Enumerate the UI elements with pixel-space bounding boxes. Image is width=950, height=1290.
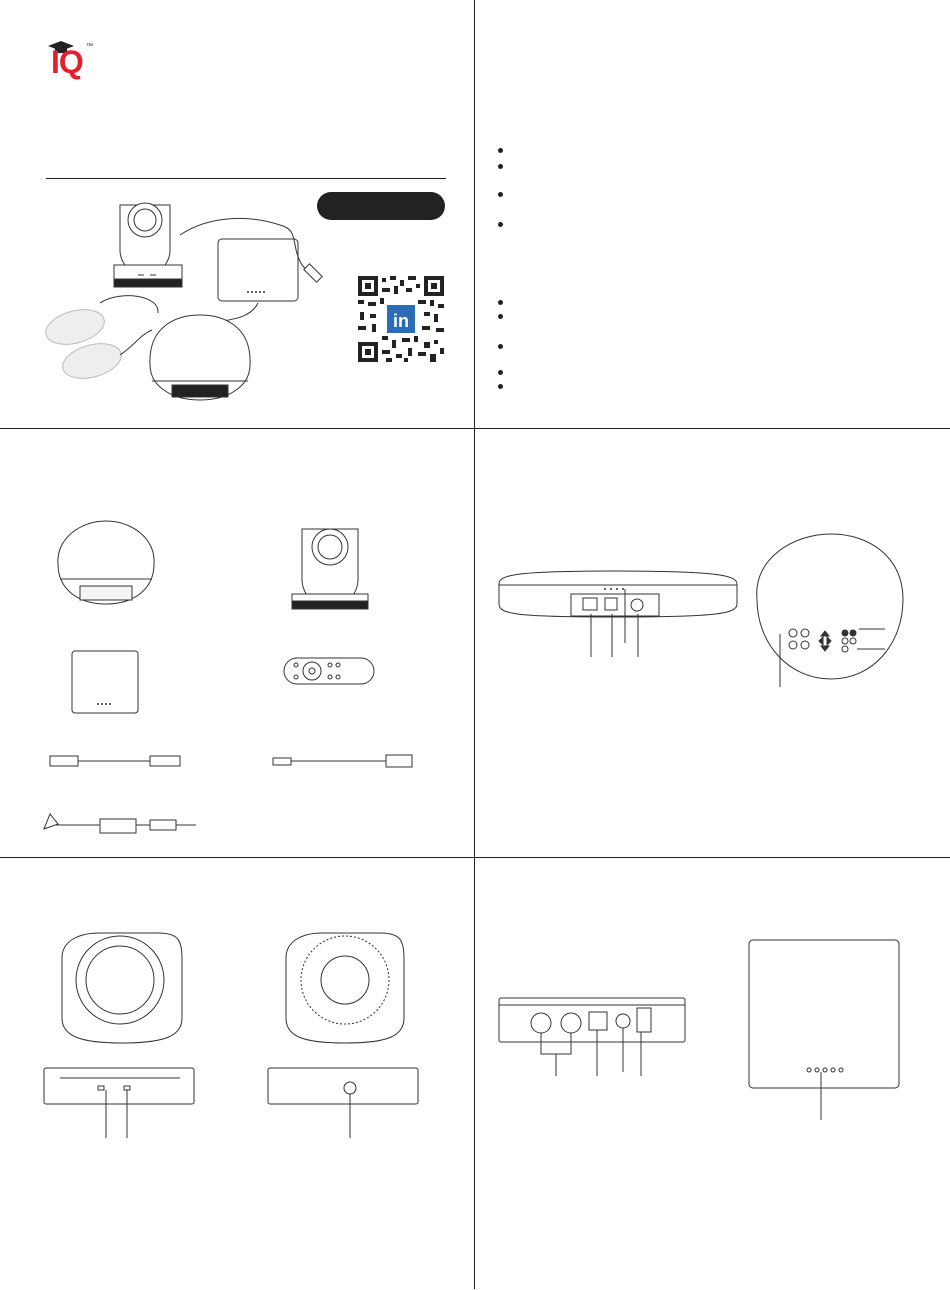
microphone-pod-icon [42,304,125,384]
linkedin-icon: in [393,311,409,331]
bullet-item [498,192,506,222]
bullet-item [498,300,506,314]
camera-front-view [44,933,194,1104]
bullet-item [498,344,506,370]
hub-details [475,858,950,1290]
usb-cable-icon [50,756,180,766]
micro-usb-cable-icon [273,755,412,767]
package-contents [0,429,474,857]
feature-list-1 [498,148,506,236]
bullet-item [498,384,506,398]
trademark-mark: ™ [86,43,93,50]
camera-icon [114,203,182,287]
bullet-item [498,370,506,384]
brand-logo: IQ [51,44,83,80]
speakerphone-icon [150,315,250,400]
speakerphone-top-view [757,534,903,679]
bullet-item [498,222,506,236]
power-adapter-icon [44,814,196,833]
cover-panel [0,0,474,428]
camera-icon [292,529,368,609]
hub-icon [72,651,138,713]
speakerphone-side-view [499,571,737,617]
feature-list-2 [498,300,506,398]
camera-rear-view [268,933,418,1104]
cover-rule [46,178,446,179]
hub-side-view [499,998,685,1042]
bullet-item [498,164,506,192]
camera-details [0,858,474,1290]
remote-control-icon [284,658,374,684]
speakerphone-icon [58,521,154,604]
speakerphone-details [475,429,950,857]
system-illustration [40,195,340,425]
hub-icon [218,239,298,301]
bullet-item [498,314,506,344]
bullet-item [498,148,506,164]
hub-top-view [749,940,899,1088]
